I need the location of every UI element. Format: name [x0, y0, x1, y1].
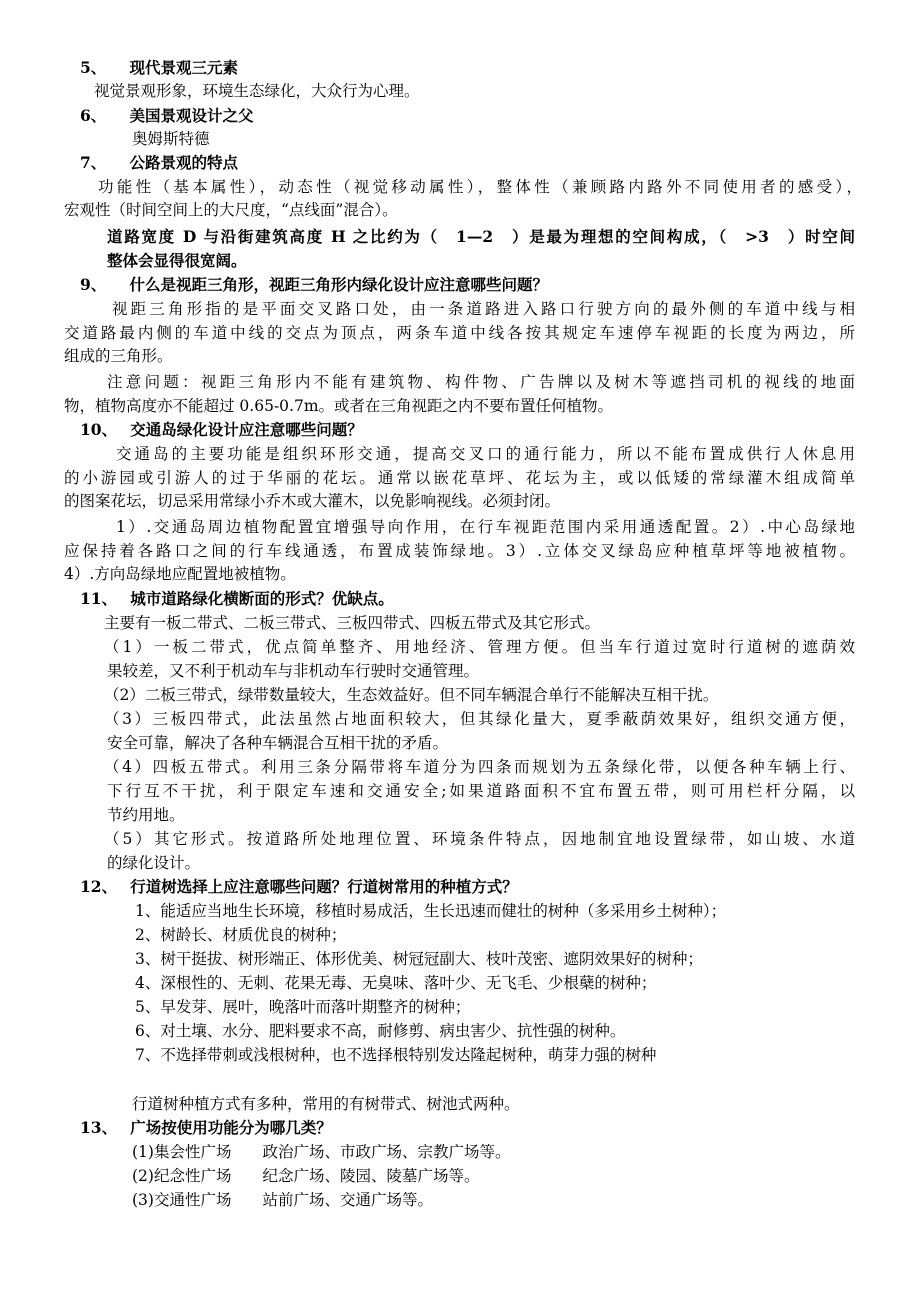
text-line: 安全可靠，解决了各种车辆混合互相干扰的矛盾。 — [107, 734, 449, 752]
text-line: 奥姆斯特德 — [132, 130, 210, 148]
text-line: 7、不选择带刺或浅根树种，也不选择根特别发达隆起树种，萌芽力强的树种 — [135, 1046, 657, 1064]
text-line: 果较差，又不利于机动车与非机动车行驶时交通管理。 — [107, 662, 480, 680]
question-heading: 12、 行道树选择上应注意哪些问题？行道树常用的种植方式？ — [80, 877, 518, 896]
question-heading: 6、 美国景观设计之父 — [80, 106, 254, 125]
text-line: 主要有一板二带式、二板三带式、三板四带式、四板五带式及其它形式。 — [104, 614, 601, 632]
text-line: （3）三板四带式，此法虽然占地面积较大，但其绿化量大，夏季蔽荫效果好，组织交通方便， — [104, 710, 855, 728]
text-line: (2)纪念性广场 纪念广场、陵园、陵墓广场等。 — [132, 1167, 480, 1185]
text-line: 节约用地。 — [107, 806, 185, 824]
text-line: 6、对土壤、水分、肥料要求不高，耐修剪、病虫害少、抗性强的树种。 — [135, 1022, 626, 1040]
text-line: (3)交通性广场 站前广场、交通广场等。 — [132, 1191, 433, 1209]
question-heading: 7、 公路景观的特点 — [80, 153, 239, 172]
text-line: 组成的三角形。 — [64, 347, 173, 365]
text-line: （2）二板三带式，绿带数量较大，生态效益好。但不同车辆混合单行不能解决互相干扰。 — [104, 686, 719, 704]
text-line: 的绿化设计。 — [107, 854, 201, 872]
text-line: 功能性（基本属性），动态性（视觉移动属性），整体性（兼顾路内路外不同使用者的感受）， — [98, 178, 862, 196]
text-line: 5、早发芽、展叶，晚落叶而落叶期整齐的树种； — [135, 998, 471, 1016]
text-line: (1)集会性广场 政治广场、市政广场、宗教广场等。 — [132, 1143, 511, 1161]
question-heading: 11、 城市道路绿化横断面的形式？优缺点。 — [80, 589, 394, 608]
question-heading: 10、 交通岛绿化设计应注意哪些问题？ — [80, 420, 363, 439]
text-line: 4、深根性的、无刺、花果无毒、无臭味、落叶少、无飞毛、少根蘖的树种； — [135, 974, 657, 992]
text-line: 宏观性（时间空间上的大尺度，“点线面”混合）。 — [64, 201, 398, 219]
text-line: 1）.交通岛周边植物配置宜增强导向作用，在行车视距范围内采用通透配置。2）.中心岛绿地 — [116, 518, 855, 536]
text-line: 行道树种植方式有多种，常用的有树带式、树池式两种。 — [132, 1095, 520, 1113]
text-line: 交通岛的主要功能是组织环形交通，提高交叉口的通行能力，所以不能布置成供行人休息用 — [116, 445, 855, 463]
text-line: 3、树干挺拔、树形端正、体形优美、树冠冠副大、枝叶茂密、遮阴效果好的树种； — [135, 950, 703, 968]
text-line: 的小游园或引游人的过于华丽的花坛。通常以嵌花草坪、花坛为主，或以低矮的常绿灌木组成简单 — [64, 469, 855, 487]
text-line: （4）四板五带式。利用三条分隔带将车道分为四条而规划为五条绿化带，以便各种车辆上行、 — [104, 758, 855, 776]
text-line: 物，植物高度亦不能超过 0.65-0.7m。或者在三角视距之内不要布置任何植物。 — [64, 397, 614, 415]
text-line: 4）.方向岛绿地应配置地被植物。 — [64, 565, 296, 583]
question-heading: 道路宽度 D 与沿街建筑高度 H 之比约为（ 1—2 ）是最为理想的空间构成，（ >3 ）时空间 — [107, 227, 855, 246]
text-line: 的图案花坛，切忌采用常绿小乔木或大灌木，以免影响视线。必须封闭。 — [64, 492, 561, 510]
text-line: 视觉景观形象，环境生态绿化，大众行为心理。 — [94, 82, 420, 100]
text-line: 应保持着各路口之间的行车线通透，布置成装饰绿地。3）.立体交叉绿岛应种植草坪等地被植物。 — [64, 542, 855, 560]
question-heading: 9、 什么是视距三角形，视距三角形内绿化设计应注意哪些问题？ — [80, 275, 549, 294]
text-line: 交道路最内侧的车道中线的交点为顶点，两条车道中线各按其规定车速停车视距的长度为两边，所 — [64, 324, 855, 342]
text-line: 视距三角形指的是平面交叉路口处，由一条道路进入路口行驶方向的最外侧的车道中线与相 — [112, 300, 855, 318]
text-line: 下行互不干扰，利于限定车速和交通安全;如果道路面积不宜布置五带，则可用栏杆分隔，以 — [107, 782, 855, 800]
text-line: 1、能适应当地生长环境，移植时易成活，生长迅速而健壮的树种（多采用乡土树种）； — [135, 902, 727, 920]
question-heading: 整体会显得很宽阔。 — [107, 251, 247, 270]
text-line: （1）一板二带式，优点简单整齐、用地经济、管理方便。但当车行道过宽时行道树的遮荫效 — [104, 638, 855, 656]
text-line: 注意问题：视距三角形内不能有建筑物、构件物、广告牌以及树木等遮挡司机的视线的地面 — [107, 373, 855, 391]
text-line: 2、树龄长、材质优良的树种； — [135, 926, 347, 944]
text-line: （5）其它形式。按道路所处地理位置、环境条件特点，因地制宜地设置绿带，如山坡、水道 — [104, 830, 855, 848]
question-heading: 13、 广场按使用功能分为哪几类？ — [80, 1118, 332, 1137]
question-heading: 5、 现代景观三元素 — [80, 58, 239, 77]
